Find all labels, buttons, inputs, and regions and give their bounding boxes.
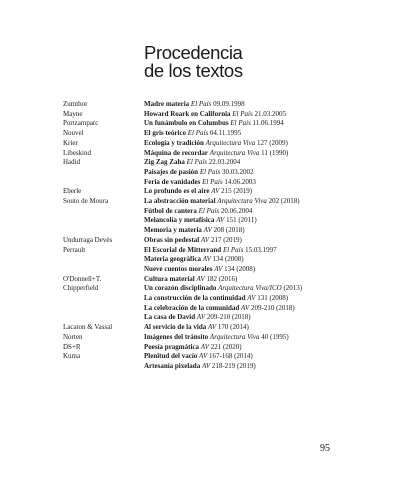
text-entry — [144, 158, 240, 168]
list-item — [63, 343, 302, 353]
author-name: Norten — [63, 332, 83, 341]
publication-issue: 09.09.1998 — [213, 100, 245, 108]
text-title: Paisajes de pasión — [144, 167, 199, 176]
publication-name: AV — [196, 313, 206, 322]
text-title: Feria de vanidades — [144, 177, 201, 186]
publication-issue: 127 (2009) — [256, 138, 288, 147]
publication-issue: 131 (2008) — [257, 294, 289, 303]
publication-name: El País — [186, 158, 208, 167]
publication-name: AV — [203, 226, 212, 235]
publication-issue: 209-210 (2018) — [206, 313, 251, 322]
text-title: El gris teórico — [144, 129, 186, 138]
author-name: Kuma — [63, 352, 81, 361]
author-name — [63, 265, 144, 275]
text-title: Artesanía pixelada — [144, 361, 201, 370]
author-name: Lacaton & Vassal — [63, 323, 113, 332]
publication-name: AV — [200, 342, 209, 351]
list-item — [63, 149, 302, 159]
list-item — [63, 216, 302, 226]
publication-name: AV — [200, 235, 210, 244]
author-name: Mayne — [63, 109, 83, 118]
text-title: El Escorial de Mitterrand — [144, 245, 222, 254]
author-name: Perrault — [63, 245, 86, 254]
list-item — [63, 246, 302, 256]
publication-issue: 134 (2008) — [212, 255, 244, 264]
publication-issue: 20.06.2004 — [220, 206, 253, 215]
author-name — [63, 294, 144, 304]
text-entry — [144, 352, 253, 362]
list-item — [63, 100, 302, 110]
text-entry — [144, 236, 242, 246]
publication-issue: 202 (2018) — [268, 197, 300, 206]
publication-issue: 14.06.2003 — [224, 177, 256, 186]
publication-name: Arquitectura Viva — [209, 332, 260, 341]
publication-name: El País — [232, 109, 253, 118]
text-entry — [144, 343, 242, 353]
author-name: Nouvel — [63, 129, 84, 138]
page-title-line-1: Procedencia — [144, 42, 243, 63]
list-item — [63, 207, 302, 217]
text-entry — [144, 275, 237, 285]
list-item — [63, 158, 302, 168]
text-title: Lo profundo es el aire — [144, 187, 210, 196]
text-entry — [144, 333, 289, 343]
text-title: Memoria y materia — [144, 226, 202, 235]
text-title: La celebración de la comunidad — [144, 303, 240, 312]
list-item — [63, 284, 302, 294]
author-name: Souto de Moura — [63, 197, 109, 206]
publication-name: El País — [198, 206, 220, 215]
text-entry — [144, 294, 288, 304]
publication-name: AV — [214, 264, 223, 273]
publication-issue: 209-210 (2018) — [250, 303, 295, 312]
publication-name: El País — [199, 167, 221, 176]
publication-issue: 217 (2019) — [210, 235, 242, 244]
text-entry — [144, 110, 286, 120]
text-title: Cultura material — [144, 274, 195, 283]
publication-name: El País — [187, 129, 209, 138]
publication-issue: 11 (1990) — [261, 148, 289, 157]
text-title: Poesía pragmática — [144, 342, 200, 351]
text-title: Ecología y tradición — [144, 138, 204, 147]
list-item — [63, 110, 302, 120]
publication-issue: 40 (1995) — [261, 332, 289, 341]
publication-name: Arquitectura Viva/ICO — [218, 284, 282, 293]
text-entry — [144, 119, 284, 129]
author-name — [63, 216, 144, 226]
publication-name: AV — [216, 216, 225, 225]
text-entry — [144, 149, 288, 159]
text-title: Máquina de recordar — [144, 148, 209, 157]
list-item — [63, 187, 302, 197]
text-entry — [144, 216, 257, 226]
author-name: O'Donnell+T. — [63, 274, 102, 283]
author-name — [63, 168, 144, 178]
publication-issue: 208 (2018) — [213, 226, 245, 235]
text-title: Melancolía y metafísica — [144, 216, 215, 225]
publication-name: AV — [247, 294, 256, 303]
publication-name: AV — [196, 274, 205, 283]
text-title: La abstracción material — [144, 197, 216, 206]
publication-issue: 134 (2008) — [224, 264, 256, 273]
author-name: Chipperfield — [63, 284, 99, 293]
publication-issue: 04.11.1995 — [209, 129, 242, 138]
text-title: La casa de David — [144, 313, 196, 322]
publication-name: AV — [202, 255, 211, 264]
list-item — [63, 197, 302, 207]
author-name: Portzamparc — [63, 119, 99, 128]
text-title: Al servicio de la vida — [144, 323, 207, 332]
text-entry — [144, 178, 256, 188]
text-entry — [144, 255, 244, 265]
list-item — [63, 139, 302, 149]
author-name: DS+R — [63, 342, 81, 351]
list-item — [63, 352, 302, 362]
author-name — [63, 207, 144, 217]
list-item — [63, 178, 302, 188]
publication-name: AV — [207, 323, 217, 332]
author-name — [63, 178, 144, 188]
publication-issue: 170 (2014) — [217, 323, 249, 332]
sources-list — [63, 100, 302, 372]
publication-issue: 11.06.1994 — [252, 119, 284, 128]
publication-name: El País — [202, 177, 223, 186]
publication-name: Arquitectura Viva — [217, 197, 267, 206]
text-entry — [144, 100, 245, 110]
author-name — [63, 304, 144, 314]
text-title: Madre materia — [144, 100, 190, 108]
text-title: Un corazón disciplinado — [144, 284, 217, 293]
text-entry — [144, 362, 256, 372]
list-item — [63, 226, 302, 236]
page-title — [144, 44, 243, 80]
publication-name: AV — [241, 303, 250, 312]
text-entry — [144, 246, 277, 256]
text-entry — [144, 265, 255, 275]
publication-name: Arquitectura Viva — [205, 138, 256, 147]
text-title: Materia geográfica — [144, 255, 201, 264]
text-entry — [144, 197, 300, 207]
text-title: Howard Roark en California — [144, 109, 231, 118]
publication-name: AV — [201, 361, 211, 370]
list-item — [63, 119, 302, 129]
text-entry — [144, 187, 252, 197]
text-entry — [144, 313, 251, 323]
text-title: Zig Zag Zaha — [144, 158, 185, 167]
publication-issue: 30.03.2002 — [221, 167, 254, 176]
list-item — [63, 362, 302, 372]
list-item — [63, 255, 302, 265]
text-title: Plenitud del vacío — [144, 352, 198, 361]
list-item — [63, 129, 302, 139]
author-name — [63, 362, 144, 372]
publication-issue: 151 (2011) — [226, 216, 257, 225]
publication-issue: 182 (2016) — [206, 274, 238, 283]
text-title: La construcción de la continuidad — [144, 294, 246, 303]
publication-issue: 21.03.2005 — [254, 109, 286, 118]
publication-name: El País — [222, 245, 244, 254]
text-title: Fútbol de cantera — [144, 206, 197, 215]
text-entry — [144, 129, 241, 139]
text-entry — [144, 323, 249, 333]
author-name — [63, 255, 144, 265]
list-item — [63, 333, 302, 343]
publication-name: AV — [211, 187, 220, 196]
publication-issue: 22.03.2004 — [208, 158, 241, 167]
list-item — [63, 294, 302, 304]
publication-issue: 218-219 (2019) — [211, 361, 256, 370]
text-entry — [144, 284, 302, 294]
text-entry — [144, 207, 252, 217]
publication-name: Arquitectura Viva — [209, 148, 260, 157]
list-item — [63, 265, 302, 275]
author-name: Undurraga Devés — [63, 235, 113, 244]
author-name: Libeskind — [63, 148, 91, 157]
text-title: Imágenes del tránsito — [144, 332, 209, 341]
author-name — [63, 226, 144, 236]
text-title: Un funámbulo en Columbus — [144, 119, 229, 128]
publication-name: AV — [199, 352, 208, 361]
publication-name: El País — [190, 100, 212, 108]
text-entry — [144, 226, 245, 236]
publication-issue: 221 (2020) — [210, 342, 242, 351]
list-item — [63, 168, 302, 178]
author-name: Hadid — [63, 158, 81, 167]
author-name: Krier — [63, 138, 78, 147]
page-title-line-2: de los textos — [144, 60, 243, 81]
text-title: Obras sin pedestal — [144, 235, 200, 244]
list-item — [63, 236, 302, 246]
author-name — [63, 313, 144, 323]
text-entry — [144, 168, 253, 178]
publication-name: El País — [230, 119, 251, 128]
text-entry — [144, 304, 295, 314]
publication-issue: 15.03.1997 — [245, 245, 277, 254]
list-item — [63, 313, 302, 323]
publication-issue: (2013) — [283, 284, 303, 293]
author-name: Eberle — [63, 187, 82, 196]
list-item — [63, 323, 302, 333]
publication-issue: 167-168 (2014) — [208, 352, 253, 361]
author-name: Zumthor — [63, 100, 88, 108]
publication-issue: 215 (2019) — [221, 187, 253, 196]
page-number: 95 — [320, 443, 330, 454]
text-title: Nueve cuentos morales — [144, 264, 213, 273]
text-entry — [144, 139, 288, 149]
list-item — [63, 275, 302, 285]
list-item — [63, 304, 302, 314]
